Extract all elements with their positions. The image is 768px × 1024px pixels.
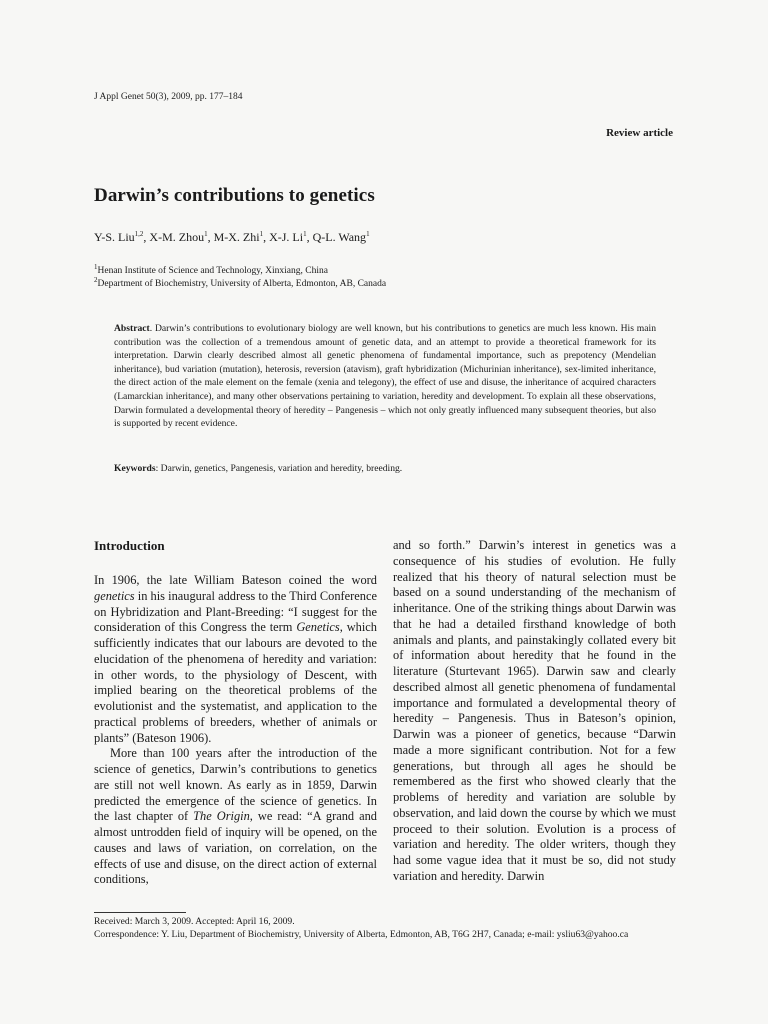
- affiliation-mark: 1: [94, 262, 98, 271]
- abstract-label: Abstract: [114, 323, 150, 334]
- author-separator: ,: [306, 230, 313, 244]
- affiliation-mark: 2: [94, 275, 98, 284]
- abstract: [114, 322, 656, 431]
- italic-term: Genetics: [296, 620, 340, 635]
- italic-title: The Origin: [193, 809, 250, 824]
- italic-term: genetics: [94, 588, 135, 603]
- received-dates: Received: March 3, 2009. Accepted: April 16, 2009.: [94, 916, 295, 927]
- paragraph-text: More than 100 years after the introduction of the science of genetics, Darwin’s contributions to genetics are still not well known. As early as in 1859, Darwin predicted the emergence of the science of genetics. In the last chapter of: [94, 746, 377, 824]
- author-affiliation-mark: 1: [204, 230, 208, 238]
- correspondence: Correspondence: Y. Liu, Department of Biochemistry, University of Alberta, Edmonton, AB, T6G 2H7, Canada; e-mail: ysliu63@yahoo.ca: [94, 929, 629, 940]
- footnote-divider: [94, 912, 186, 913]
- author-separator: ,: [143, 230, 150, 244]
- author-affiliation-mark: 1: [259, 230, 264, 238]
- paragraph-text: , we read: “A grand and almost untrodden field of inquiry will be opened, on the causes and laws of variation, on correlation, on the effects of use and disuse, on the direct action of external conditions,: [94, 809, 377, 887]
- keywords-label: Keywords: [114, 463, 156, 474]
- author-separator: ,: [207, 230, 214, 244]
- paragraph: and so forth.” Darwin’s interest in genetics was a consequence of his studies of evolution. He fully realized that his theory of natural selection must be based on a sound understanding of the mechanism of inheritance. One of the striking things about Darwin was that he had a detailed firsthand knowledge of both animals and plants, and painstakingly collated every bit of information about heredity that he found in the literature (Sturtevant 1965). Darwin saw and clearly described almost all genetic phenomena of fundamental importance and formulated a developmental theory of heredity – Pangenesis. Thus in Bateson’s opinion, Darwin was a pioneer of genetics, because “Darwin made a more significant contribution. Not for a few generations, but through all ages he should be remembered as the first who showed clearly that the problems of heredity and variation are soluble by observation, and laid down the course by which we must proceed to their solution. Evolution is a process of variation and heredity. The older writers, though they had some vague idea that it must be so, did not study variation and heredity. Darwin: [393, 538, 676, 883]
- author-affiliation-mark: 1: [303, 230, 307, 238]
- paragraph-text: In 1906, the late William Bateson coined the word: [94, 573, 377, 587]
- author-name: Y-S. Liu: [94, 230, 135, 244]
- affiliation: [94, 275, 387, 289]
- affiliation-text: Department of Biochemistry, University of Alberta, Edmonton, AB, Canada: [97, 279, 387, 289]
- section-heading: Introduction: [94, 538, 165, 553]
- article-title: Darwin’s contributions to genetics: [94, 185, 375, 206]
- paragraph: [94, 746, 377, 888]
- author-affiliation-mark: 1,2: [134, 230, 144, 238]
- abstract-text: . Darwin’s contributions to evolutionary biology are well known, but his contributions to genetics are much less known. His main contribution was the collection of a tremendous amount of genetic data, and an attempt to provide a theoretical framework for its interpretation. Darwin clearly described almost all genetic phenomena of fundamental importance, such as prepotency (Mendelian inheritance), bud variation (mutation), heterosis, reversion (atavism), graft hybridization (Michurinian inheritance), sex-limited inheritance, the direct action of the male element on the female (xenia and telegony), the effect of use and disuse, the inheritance of acquired characters (Lamarckian inheritance), and many other observations pertaining to variation, heredity and development. To explain all these observations, Darwin formulated a developmental theory of heredity – Pangenesis – which not only greatly influenced many subsequent theories, but also is supported by recent evidence.: [114, 323, 656, 430]
- body-column-right: [393, 538, 676, 885]
- keywords-text: : Darwin, genetics, Pangenesis, variation and heredity, breeding.: [155, 463, 403, 474]
- author-name: X-M. Zhou: [149, 230, 205, 244]
- body-column-left: [94, 573, 377, 888]
- paragraph: [94, 573, 377, 746]
- author-separator: ,: [263, 230, 270, 244]
- footnotes: [94, 915, 674, 941]
- author-name: M-X. Zhi: [213, 230, 260, 244]
- paragraph-text: in his inaugural address to the Third Conference on Hybridization and Plant-Breeding: “I suggest for the consideration of this Congress the term: [94, 588, 377, 635]
- article-type-label: Review article: [606, 127, 673, 139]
- author-name: Q-L. Wang: [312, 230, 367, 244]
- author-name: X-J. Li: [269, 230, 304, 244]
- author-affiliation-mark: 1: [366, 230, 370, 238]
- journal-reference: J Appl Genet 50(3), 2009, pp. 177–184: [94, 92, 243, 102]
- keywords: [114, 463, 402, 474]
- affiliation: [94, 262, 328, 276]
- paragraph-text: , which sufficiently indicates that our labours are devoted to the elucidation of the phenomena of heredity and variation: in other words, to the physiology of Descent, with implied bearing on the theoretical problems of the evolutionist and the systematist, and application to the practical problems of breeders, whether of animals or plants” (Bateson 1906).: [94, 620, 377, 745]
- affiliation-text: Henan Institute of Science and Technology, Xinxiang, China: [97, 266, 328, 276]
- author-list: [94, 230, 370, 245]
